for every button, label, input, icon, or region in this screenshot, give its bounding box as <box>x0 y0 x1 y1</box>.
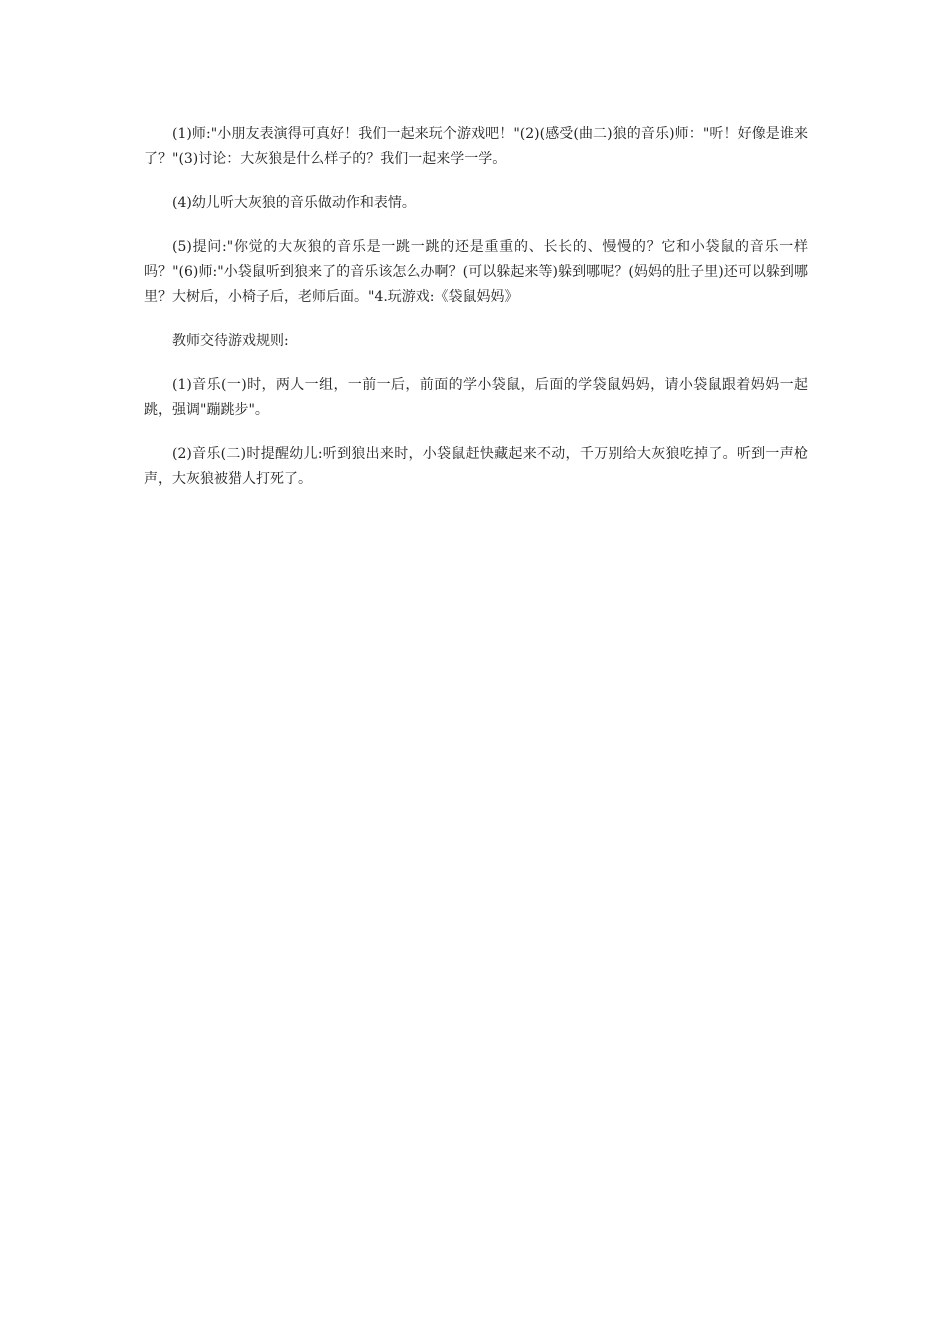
paragraph-6: (2)音乐(二)时提醒幼儿:听到狼出来时，小袋鼠赶快藏起来不动，千万别给大灰狼吃掉了。听到一声枪声，大灰狼被猎人打死了。 <box>144 446 808 487</box>
paragraph-1: (1)师:"小朋友表演得可真好！我们一起来玩个游戏吧！"(2)(感受(曲二)狼的音乐)师："听！好像是谁来了？"(3)讨论：大灰狼是什么样子的？我们一起来学一学。 <box>144 126 808 167</box>
paragraph-4: 教师交待游戏规则: <box>172 333 289 349</box>
paragraph-2: (4)幼儿听大灰狼的音乐做动作和表情。 <box>172 195 416 211</box>
document-body <box>144 122 808 511</box>
paragraph-3: (5)提问:"你觉的大灰狼的音乐是一跳一跳的还是重重的、长长的、慢慢的？它和小袋鼠的音乐一样吗？"(6)师:"小袋鼠听到狼来了的音乐该怎么办啊？(可以躲起来等)躲到哪呢？(妈妈的肚子里)还可以躲到哪里？大树后，小椅子后，老师后面。"4.玩游戏:《袋鼠妈妈》 <box>144 239 808 305</box>
paragraph-5: (1)音乐(一)时，两人一组，一前一后，前面的学小袋鼠，后面的学袋鼠妈妈，请小袋鼠跟着妈妈一起跳，强调"蹦跳步"。 <box>144 377 808 418</box>
